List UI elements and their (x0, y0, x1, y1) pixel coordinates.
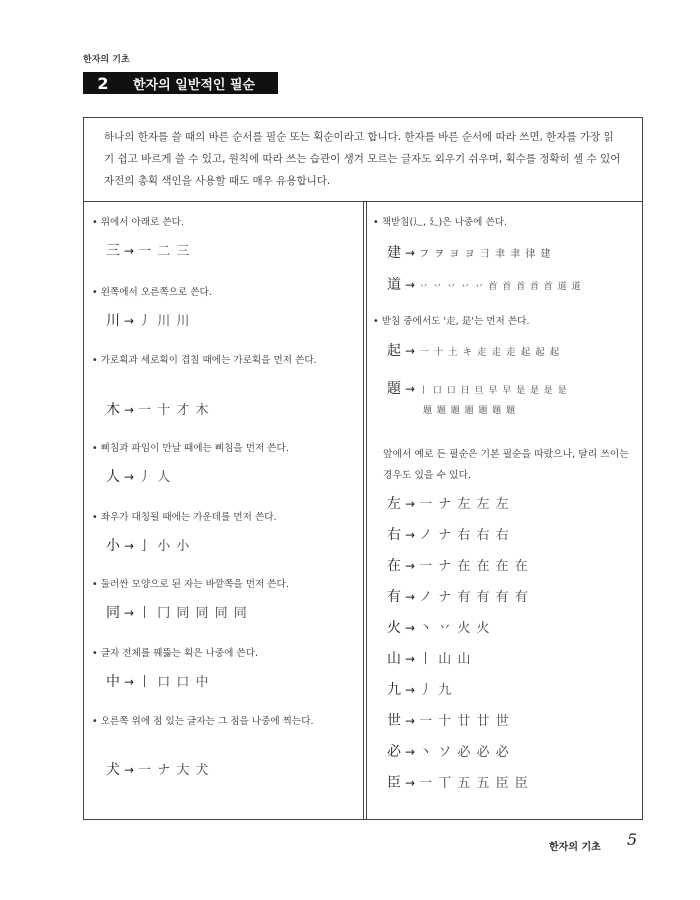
example-row (106, 466, 171, 486)
stroke-sequence: フ ヲ ヨ ヨ ⺕ 聿 聿 律 建 (419, 249, 552, 260)
example-row (387, 274, 582, 294)
left-column (84, 202, 365, 819)
example-row (106, 759, 209, 779)
example-char: 川 (106, 313, 120, 329)
example-char: 犬 (106, 762, 120, 778)
example-row (387, 340, 560, 360)
stroke-sequence: 亅 小 小 (138, 539, 191, 554)
stroke-sequence: 一 十 才 木 (138, 403, 210, 418)
arrow-icon: → (124, 403, 135, 417)
example-row (387, 772, 529, 792)
stroke-sequence: 丿 川 川 (138, 314, 191, 329)
stroke-sequence: 一 ナ 大 犬 (138, 763, 210, 778)
section-title: 한자의 일반적인 필순 (133, 77, 256, 93)
example-row (387, 648, 471, 668)
arrow-icon: → (124, 763, 135, 777)
example-char: 起 (387, 343, 401, 359)
arrow-icon: → (405, 590, 416, 604)
arrow-icon: → (405, 621, 416, 635)
example-char: 人 (106, 469, 120, 485)
arrow-icon: → (405, 714, 416, 728)
rule-text: • 가로획과 세로획이 겹칠 때에는 가로획을 먼저 쓴다. (92, 355, 317, 366)
example-row (387, 586, 529, 606)
stroke-sequence: 丨 口 口 中 (138, 675, 210, 690)
example-row (387, 524, 510, 544)
example-row (387, 741, 510, 761)
arrow-icon: → (405, 652, 416, 666)
example-char: 臣 (387, 775, 401, 791)
example-char: 木 (106, 402, 120, 418)
example-row (106, 602, 248, 622)
stroke-sequence: 丶 丷 火 火 (419, 621, 491, 636)
arrow-icon: → (405, 683, 416, 697)
stroke-sequence: 丷 丷 丷 丷 丷 首 首 首 首 首 道 道 (419, 282, 582, 292)
arrow-icon: → (405, 246, 416, 260)
rule-text: • 책받침(辶, 廴)은 나중에 쓴다. (373, 217, 508, 228)
example-row (387, 710, 510, 730)
example-char: 有 (387, 589, 401, 605)
stroke-sequence: 丨 山 山 (419, 652, 472, 667)
stroke-sequence: 一 二 三 (138, 244, 191, 259)
example-row (387, 242, 552, 262)
stroke-sequence-continued: 題 題 題 題 題 題 題 (423, 406, 517, 416)
example-row (387, 679, 452, 699)
example-row (106, 240, 190, 260)
example-row (106, 399, 209, 419)
stroke-sequence: 丿 人 (138, 470, 172, 485)
stroke-sequence: 丶 ソ 必 必 必 (419, 745, 510, 760)
rule-text: • 좌우가 대칭될 때에는 가운데를 먼저 쓴다. (92, 512, 277, 523)
example-row (106, 671, 209, 691)
intro-box: 하나의 한자를 쓸 때의 바른 순서를 필순 또는 획순이라고 합니다. 한자를 바른 순서에 따라 쓰면, 한자를 가장 읽기 쉽고 바르게 쓸 수 있고, 원칙에 따라 쓰는 습관이 생겨 모르는 글자도 외우기 쉬우며, 획수를 정확히 셀 수 있어 자전의 총획 색인을 사용할 때도 매우 유용합니다. (83, 117, 643, 202)
example-char: 世 (387, 713, 401, 729)
arrow-icon: → (124, 314, 135, 328)
example-char: 題 (387, 381, 401, 397)
stroke-sequence: ノ ナ 有 有 有 有 (419, 590, 529, 605)
section-number: 2 (97, 73, 109, 93)
arrow-icon: → (405, 528, 416, 542)
example-row (387, 378, 568, 398)
arrow-icon: → (405, 776, 416, 790)
arrow-icon: → (124, 244, 135, 258)
example-char: 三 (106, 243, 120, 259)
example-char: 九 (387, 682, 401, 698)
rule-text: • 삐침과 파임이 만날 때에는 삐침을 먼저 쓴다. (92, 443, 289, 454)
example-row (387, 617, 490, 637)
arrow-icon: → (405, 382, 416, 396)
right-column (365, 202, 644, 819)
example-char: 道 (387, 277, 401, 293)
stroke-sequence: 丨 口 口 日 旦 早 早 是 是 是 是 (419, 386, 568, 396)
arrow-icon: → (405, 745, 416, 759)
example-row (106, 310, 190, 330)
note-paragraph: 앞에서 예로 든 필순은 기본 필순을 따랐으나, 달리 쓰이는 경우도 있을 수 있다. (383, 449, 629, 481)
arrow-icon: → (405, 344, 416, 358)
stroke-sequence: 一 丅 五 五 臣 臣 (419, 776, 529, 791)
rules-box (83, 202, 643, 820)
running-header: 한자의 기초 (83, 55, 130, 65)
arrow-icon: → (405, 278, 416, 292)
stroke-sequence: 丨 冂 同 同 同 同 (138, 606, 248, 621)
stroke-sequence: ノ ナ 右 右 右 (419, 528, 510, 543)
example-char: 建 (387, 245, 401, 261)
arrow-icon: → (124, 606, 135, 620)
footer-label: 한자의 기초 (549, 842, 601, 853)
stroke-sequence: 一 十 土 キ 走 走 走 起 起 起 (419, 347, 561, 358)
rule-text: • 받침 중에서도 '走, 是'는 먼저 쓴다. (373, 316, 530, 327)
arrow-icon: → (124, 539, 135, 553)
arrow-icon: → (124, 675, 135, 689)
rule-text: • 오른쪽 위에 점 있는 글자는 그 점을 나중에 찍는다. (92, 716, 314, 727)
arrow-icon: → (124, 470, 135, 484)
example-char: 山 (387, 651, 401, 667)
example-char: 小 (106, 538, 120, 554)
example-row (106, 535, 190, 555)
stroke-sequence: 一 十 廿 廿 世 (419, 714, 510, 729)
example-char: 右 (387, 527, 401, 543)
section-title-bar (83, 72, 278, 94)
example-char: 左 (387, 496, 401, 512)
rule-text: • 왼쪽에서 오른쪽으로 쓴다. (92, 287, 212, 298)
stroke-sequence: 一 ナ 左 左 左 (419, 497, 510, 512)
example-char: 同 (106, 605, 120, 621)
example-row (387, 555, 529, 575)
rule-text: • 글자 전체를 꿰뚫는 획은 나중에 쓴다. (92, 648, 259, 659)
page-number: 5 (627, 830, 638, 849)
arrow-icon: → (405, 497, 416, 511)
example-char: 必 (387, 744, 401, 760)
example-char: 中 (106, 674, 120, 690)
example-row (387, 493, 510, 513)
stroke-sequence: 丿 九 (419, 683, 453, 698)
example-char: 火 (387, 620, 401, 636)
example-char: 在 (387, 558, 401, 574)
rule-text: • 위에서 아래로 쓴다. (92, 217, 184, 228)
stroke-sequence: 一 ナ 在 在 在 在 (419, 559, 529, 574)
arrow-icon: → (405, 559, 416, 573)
rule-text: • 둘러싼 모양으로 된 자는 바깥쪽을 먼저 쓴다. (92, 579, 289, 590)
